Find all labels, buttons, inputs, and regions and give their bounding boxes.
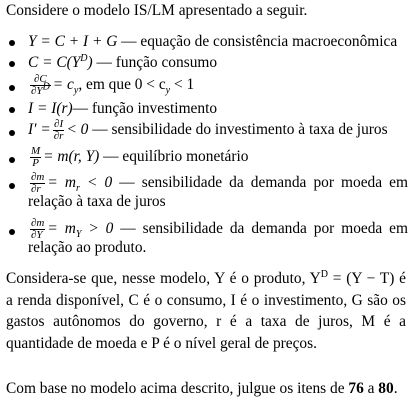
superscript: D bbox=[80, 52, 88, 64]
bullet-icon bbox=[9, 40, 15, 46]
item-text bbox=[28, 218, 408, 257]
instruction-line bbox=[6, 380, 398, 398]
description-continued: relação ao produto. bbox=[28, 239, 147, 256]
fraction bbox=[30, 172, 45, 195]
equation: = m bbox=[47, 174, 76, 192]
fraction bbox=[30, 74, 51, 97]
description: — função investimento bbox=[72, 100, 218, 117]
description: — sensibilidade da demanda por moeda em bbox=[119, 174, 408, 192]
fraction-numerator: ∂C bbox=[30, 74, 51, 86]
fraction-denominator: P bbox=[32, 157, 39, 169]
fraction-numerator: M bbox=[31, 145, 41, 157]
item-range-start: 76 bbox=[348, 380, 364, 397]
paragraph-line: quantidade de moeda e P é o nível geral de preços. bbox=[6, 334, 317, 352]
item-line-1 bbox=[28, 218, 408, 241]
equation-end: < 0 bbox=[79, 174, 113, 192]
paragraph-text: Considera-se que, nesse modelo, Y é o produto, Y bbox=[6, 270, 321, 287]
description: — equilíbrio monetário bbox=[99, 148, 249, 166]
subscript: Y bbox=[75, 229, 82, 241]
equation: < 0 bbox=[66, 121, 89, 139]
subscript: y bbox=[73, 85, 79, 97]
bullet-icon bbox=[9, 229, 15, 235]
instruction-text: . bbox=[393, 380, 398, 397]
bullet-icon bbox=[9, 130, 15, 136]
item-range-end: 80 bbox=[378, 380, 394, 397]
item-text bbox=[28, 146, 249, 169]
instruction-text: Com base no modelo acima descrito, julgue os itens de bbox=[6, 380, 349, 397]
fraction-numerator: ∂I bbox=[54, 118, 64, 130]
denominator-text: ∂Y bbox=[31, 85, 43, 97]
instruction-text: a bbox=[363, 380, 379, 397]
equation: = c bbox=[52, 76, 74, 94]
paragraph-text: = (Y − T) é bbox=[327, 270, 406, 287]
equation: = m bbox=[47, 220, 76, 238]
fraction-numerator: ∂m bbox=[31, 217, 45, 229]
item-text bbox=[28, 54, 217, 72]
fraction-denominator: ∂r bbox=[53, 130, 64, 142]
item-text bbox=[28, 119, 388, 142]
item-text bbox=[28, 100, 217, 118]
paragraph-line: a renda disponível, C é o consumo, I é o investimento, G são os bbox=[6, 291, 406, 309]
fraction-denominator bbox=[30, 81, 51, 97]
subscript: r bbox=[75, 183, 80, 195]
bullet-icon bbox=[9, 107, 15, 113]
fraction-denominator: ∂Y bbox=[31, 229, 43, 241]
description: — equação de consistência macroeconômica bbox=[117, 33, 398, 50]
bullet-icon bbox=[9, 61, 15, 67]
intro-sentence: Considere o modelo IS/LM apresentado a seguir. bbox=[6, 2, 308, 19]
equation-end: > 0 bbox=[81, 220, 114, 238]
bullet-icon bbox=[9, 183, 15, 189]
item-text bbox=[28, 172, 408, 211]
superscript: D bbox=[320, 268, 328, 280]
description-end: < 1 bbox=[170, 76, 195, 94]
superscript: D bbox=[42, 81, 50, 93]
bullet-icon bbox=[9, 157, 15, 163]
description: — função consumo bbox=[92, 54, 218, 71]
item-text bbox=[28, 33, 397, 51]
fraction bbox=[53, 119, 65, 142]
fraction bbox=[30, 218, 45, 241]
subscript: y bbox=[165, 85, 171, 97]
equation: C = C(Y bbox=[28, 54, 81, 71]
equation-prefix: I′ = bbox=[28, 121, 51, 139]
item-text bbox=[28, 74, 194, 97]
description-continued: relação à taxa de juros bbox=[28, 193, 166, 210]
equation-end: ) bbox=[87, 54, 93, 71]
equation: I = I(r) bbox=[28, 100, 73, 117]
description: , em que 0 < c bbox=[78, 76, 166, 94]
paragraph-line: gastos autônomos do governo, r é a taxa de juros, M é a bbox=[6, 313, 406, 330]
equation: Y = C + I + G bbox=[28, 33, 118, 50]
item-line-1 bbox=[28, 172, 408, 195]
description: — sensibilidade da demanda por moeda em bbox=[120, 220, 408, 238]
fraction-denominator: ∂r bbox=[31, 183, 41, 195]
description: — sensibilidade do investimento à taxa de juros bbox=[88, 121, 388, 139]
paragraph-line bbox=[6, 268, 406, 290]
equation: = m(r, Y) bbox=[43, 148, 100, 166]
definitions-paragraph bbox=[6, 268, 406, 354]
fraction-numerator: ∂m bbox=[31, 171, 45, 183]
bullet-icon bbox=[9, 85, 15, 91]
fraction bbox=[30, 146, 41, 169]
